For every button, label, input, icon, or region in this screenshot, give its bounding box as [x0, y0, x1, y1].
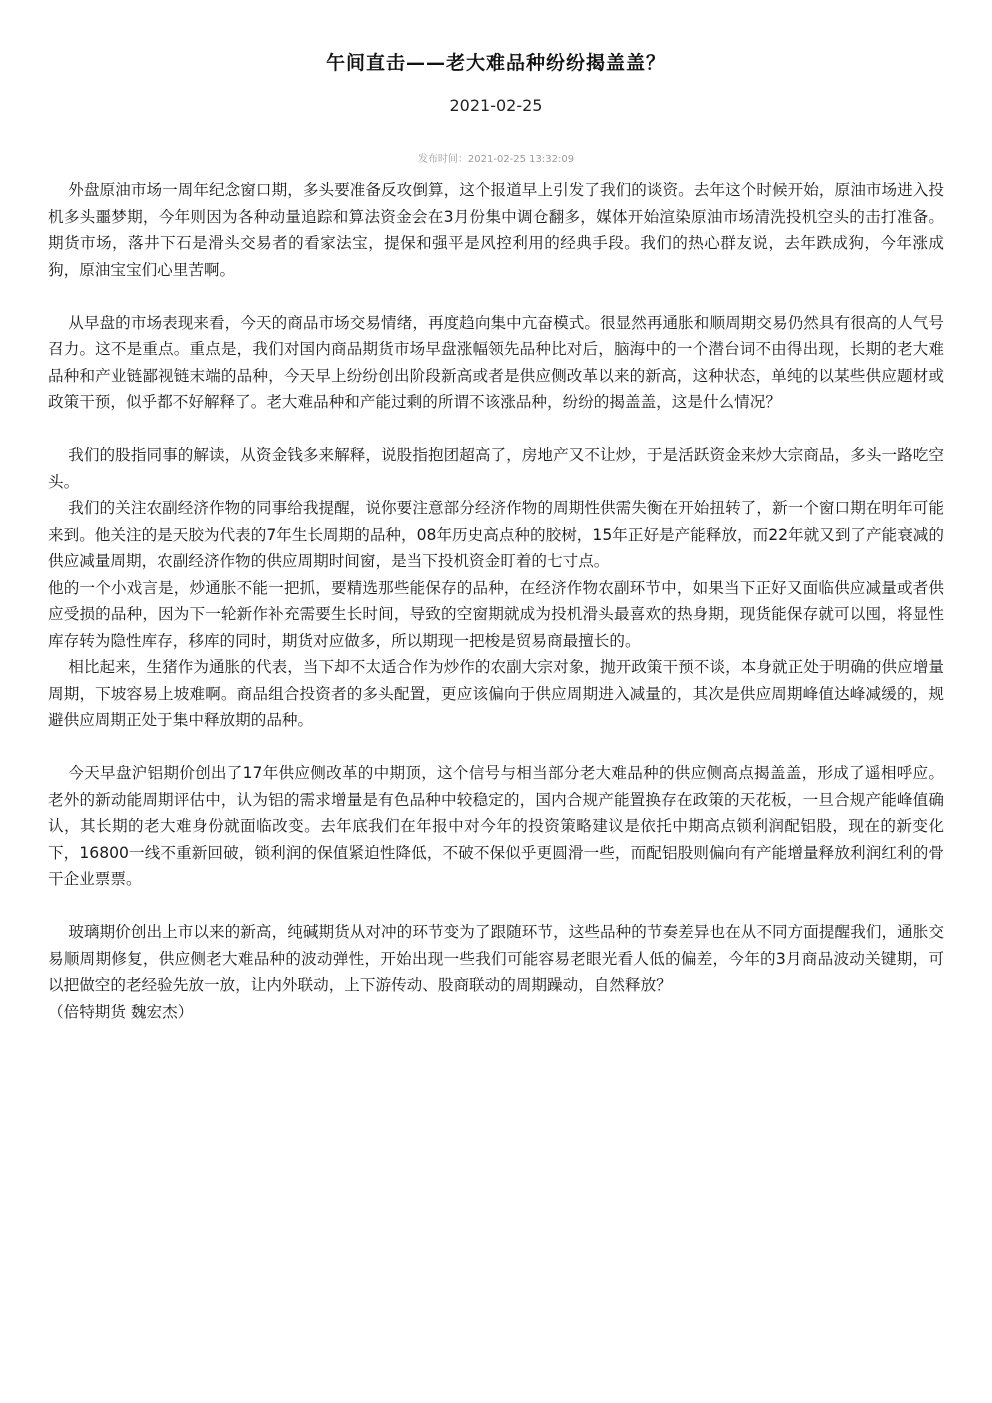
article-title: 午间直击——老大难品种纷纷揭盖盖？	[325, 52, 666, 74]
paragraph-2: 从早盘的市场表现来看，今天的商品市场交易情绪，再度趋向集中亢奋模式。很显然再通胀和顺周期交易仍然具有很高的人气号召力。这不是重点。重点是，我们对国内商品期货市场早盘涨幅领先品种比对后，脑海中的一个潜台词不由得出现，长期的老大难品种和产业链鄙视链末端的品种，今天早上纷纷创出阶段新高或者是供应侧改革以来的新高，这种状态，单纯的以某些供应题材或政策干预，似乎都不好解释了。老大难品种和产能过剩的所谓不该涨品种，纷纷的揭盖盖，这是什么情况？	[48, 313, 944, 411]
publish-time: 发布时间：2021-02-25 13:32:09	[417, 154, 575, 165]
article-body	[48, 177, 944, 1025]
paragraph-gap	[48, 283, 944, 310]
paragraph-1: 外盘原油市场一周年纪念窗口期，多头要准备反攻倒算，这个报道早上引发了我们的谈资。去年这个时候开始，原油市场进入投机多头噩梦期，今年则因为各种动量追踪和算法资金会在3月份集中调仓翻多，媒体开始渲染原油市场清洗投机空头的击打准备。期货市场，落井下石是滑头交易者的看家法宝，提保和强平是风控利用的经典手段。我们的热心群友说，去年跌成狗，今年涨成狗，原油宝宝们心里苦啊。	[48, 181, 944, 279]
paragraph-gap	[48, 893, 944, 920]
author-signature: （倍特期货 魏宏杰）	[48, 1002, 194, 1021]
paragraph-gap	[48, 734, 944, 761]
paragraph-8: 玻璃期价创出上市以来的新高，纯碱期货从对冲的环节变为了跟随环节，这些品种的节奏差异也在从不同方面提醒我们，通胀交易顺周期修复，供应侧老大难品种的波动弹性，开始出现一些我们可能容易老眼光看人低的偏差，今年的3月商品波动关键期，可以把做空的老经验先放一放，让内外联动，上下游传动、股商联动的周期躁动，自然释放？	[48, 923, 944, 994]
paragraph-7: 今天早盘沪铝期价创出了17年供应侧改革的中期顶，这个信号与相当部分老大难品种的供应侧高点揭盖盖，形成了遥相呼应。老外的新动能周期评估中，认为铝的需求增量是有色品种中较稳定的，国内合规产能置换存在政策的天花板，一旦合规产能峰值确认，其长期的老大难身份就面临改变。去年底我们在年报中对今年的投资策略建议是依托中期高点锁利润配铝股，现在的新变化下，16800一线不重新回破，锁利润的保值紧迫性降低，不破不保似乎更圆滑一些，而配铝股则偏向有产能增量释放利润红利的骨干企业票票。	[48, 764, 944, 888]
article-date: 2021-02-25	[449, 96, 543, 115]
paragraph-6: 相比起来，生猪作为通胀的代表，当下却不太适合作为炒作的农副大宗对象，抛开政策干预不谈，本身就正处于明确的供应增量周期，下坡容易上坡难啊。商品组合投资者的多头配置，更应该偏向于供应周期进入减量的，其次是供应周期峰值达峰减缓的，规避供应周期正处于集中释放期的品种。	[48, 658, 944, 729]
paragraph-5: 他的一个小戏言是，炒通胀不能一把抓，要精选那些能保存的品种，在经济作物农副环节中，如果当下正好又面临供应减量或者供应受损的品种，因为下一轮新作补充需要生长时间，导致的空窗期就成为投机滑头最喜欢的热身期，现货能保存就可以囤，将显性库存转为隐性库存，移库的同时，期货对应做多，所以期现一把梭是贸易商最擅长的。	[48, 578, 944, 650]
paragraph-4: 我们的关注农副经济作物的同事给我提醒，说你要注意部分经济作物的周期性供需失衡在开始扭转了，新一个窗口期在明年可能来到。他关注的是天胶为代表的7年生长周期的品种，08年历史高点种的胶树，15年正好是产能释放，而22年就又到了产能衰减的供应减量周期，农副经济作物的供应周期时间窗，是当下投机资金盯着的七寸点。	[48, 499, 944, 570]
paragraph-3: 我们的股指同事的解读，从资金钱多来解释，说股指抱团超高了，房地产又不让炒，于是活跃资金来炒大宗商品，多头一路吃空头。	[48, 446, 944, 491]
paragraph-gap	[48, 416, 944, 443]
